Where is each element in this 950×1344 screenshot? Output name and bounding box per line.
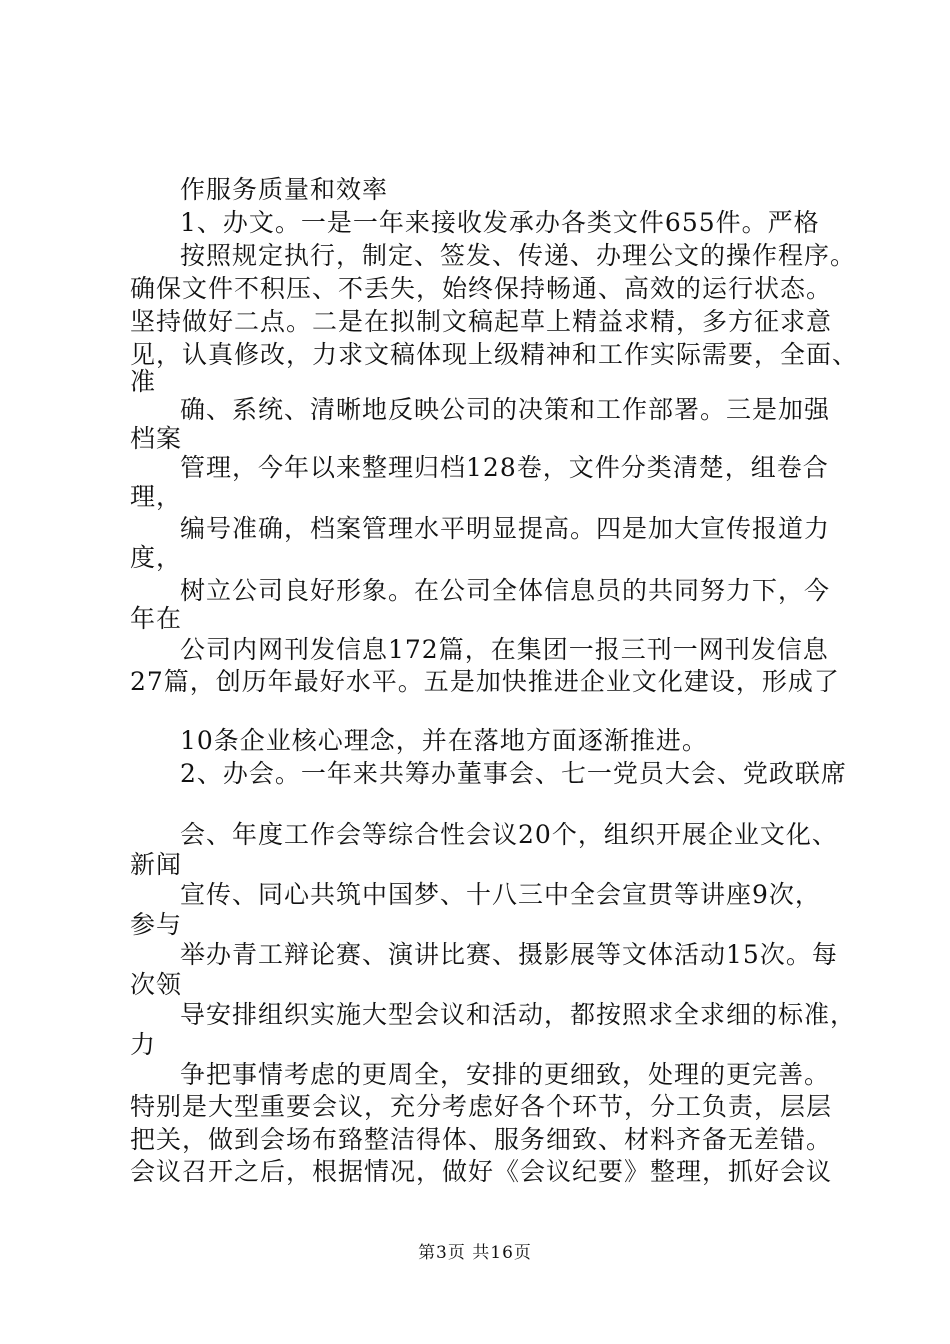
text-line-8: 确、系统、清晰地反映公司的决策和工作部署。三是加强: [180, 395, 831, 424]
text-line-16: 公司内网刊发信息172篇，在集团一报三刊一网刊发信息: [180, 635, 829, 664]
text-line-23: 参与: [130, 910, 183, 939]
text-line-22: 宣传、同心共筑中国梦、十八三中全会宣贯等讲座9次，: [180, 880, 821, 909]
text-line-4: 确保文件不积压、不丢失，始终保持畅通、高效的运行状态。: [130, 274, 833, 303]
text-line-5: 坚持做好二点。二是在拟制文稿起草上精益求精，多方征求意: [130, 307, 833, 336]
text-line-12: 编号准确，档案管理水平明显提高。四是加大宣传报道力: [180, 514, 831, 543]
text-line-28: 争把事情考虑的更周全，安排的更细致，处理的更完善。: [180, 1060, 831, 1089]
text-line-27: 力: [130, 1030, 157, 1059]
text-line-19: 2、办会。一年来共筹办董事会、七一党员大会、党政联席: [180, 759, 847, 788]
text-line-21: 新闻: [130, 850, 183, 879]
text-line-18: 10条企业核心理念，并在落地方面逐渐推进。: [180, 726, 708, 755]
text-line-11: 理，: [130, 482, 183, 511]
text-line-14: 树立公司良好形象。在公司全体信息员的共同努力下，今: [180, 576, 831, 605]
text-line-9: 档案: [130, 424, 183, 453]
text-line-17: 27篇，创历年最好水平。五是加快推进企业文化建设，形成了: [130, 667, 840, 696]
text-line-6: 见，认真修改，力求文稿体现上级精神和工作实际需要，全面、: [130, 340, 859, 369]
page-number-footer: 第3页 共16页: [418, 1243, 532, 1263]
text-line-25: 次领: [130, 970, 183, 999]
text-line-29: 特别是大型重要会议，充分考虑好各个环节，分工负责，层层: [130, 1092, 833, 1121]
text-line-31: 会议召开之后，根据情况，做好《会议纪要》整理，抓好会议: [130, 1157, 833, 1186]
text-line-24: 举办青工辩论赛、演讲比赛、摄影展等文体活动15次。每: [180, 940, 838, 969]
text-line-1: 作服务质量和效率: [180, 175, 389, 204]
text-line-7: 准: [130, 367, 157, 396]
text-line-30: 把关，做到会场布臵整洁得体、服务细致、材料齐备无差错。: [130, 1125, 833, 1154]
text-line-26: 导安排组织实施大型会议和活动，都按照求全求细的标准，: [180, 1000, 857, 1029]
text-line-15: 年在: [130, 604, 183, 633]
text-line-10: 管理，今年以来整理归档128卷，文件分类清楚，组卷合: [180, 453, 829, 482]
text-line-20: 会、年度工作会等综合性会议20个，组织开展企业文化、: [180, 820, 838, 849]
text-line-3: 按照规定执行，制定、签发、传递、办理公文的操作程序。: [180, 241, 857, 270]
text-line-13: 度，: [130, 543, 183, 572]
text-line-2: 1、办文。一是一年来接收发承办各类文件655件。严格: [180, 208, 820, 237]
